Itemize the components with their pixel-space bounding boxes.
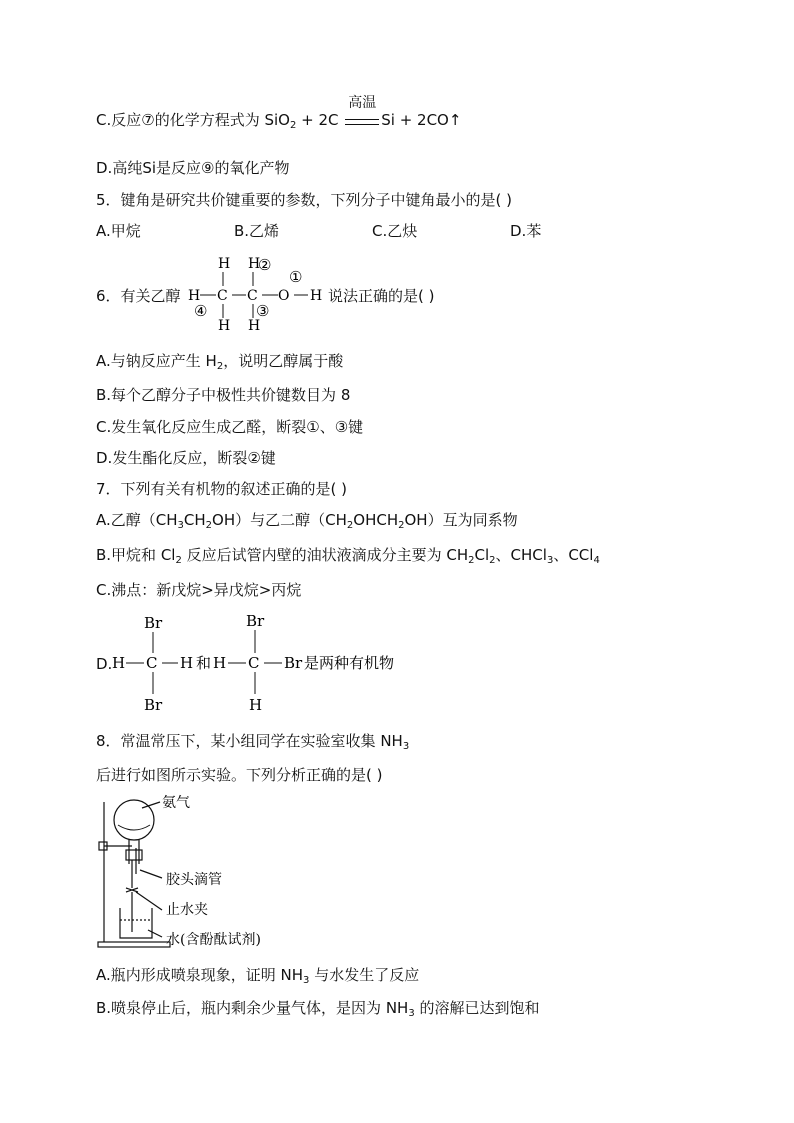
bond-label-1: ①: [289, 268, 303, 286]
bond-label-3: ③: [256, 302, 270, 320]
q8-stem-line1: 8．常温常压下，某小组同学在实验室收集 $NH_3$: [96, 732, 410, 752]
dibromomethane-structures: [112, 610, 412, 718]
bond-label-4: ④: [194, 302, 208, 320]
ethanol-atom-c2: C: [247, 288, 258, 304]
q4-option-c: C.反应⑦的化学方程式为 SiO$_2$ + 2C 高温 Si + 2CO↑: [96, 94, 462, 131]
mol2-h-bottom: H: [249, 696, 263, 714]
ethanol-atom-c1: C: [217, 288, 228, 304]
q5-option-c: C.乙炔: [372, 222, 418, 240]
mol1-c: C: [146, 654, 158, 672]
q8-option-b: B.喷泉停止后，瓶内剩余少量气体，是因为 $NH_3$ 的溶解已达到饱和: [96, 999, 540, 1019]
ethanol-atom-h: H: [218, 256, 231, 272]
q8-stem-line2: 后进行如图所示实验。下列分析正确的是( ): [96, 766, 383, 784]
q6-option-c: C.发生氧化反应生成乙醛，断裂①、③键: [96, 418, 364, 436]
mol2-h-left: H: [213, 654, 227, 672]
mol2-br-top: Br: [246, 612, 265, 630]
mol2-c: C: [248, 654, 260, 672]
label-ammonia: 氨气: [162, 795, 190, 811]
q6-stem-suffix: 说法正确的是( ): [328, 287, 435, 305]
ethanol-atom-h: H: [248, 318, 261, 334]
mol1-h-right: H: [180, 654, 194, 672]
ammonia-fountain-apparatus: [96, 792, 296, 957]
ethanol-structure: [186, 254, 328, 334]
conjunction: 和: [196, 654, 212, 672]
mol1-br-top: Br: [144, 614, 163, 632]
mol1-h-left: H: [112, 654, 126, 672]
q6-stem-prefix: 6．有关乙醇: [96, 287, 181, 305]
ethanol-atom-h: H: [248, 256, 261, 272]
q7-stem: 7．下列有关有机物的叙述正确的是( ): [96, 480, 348, 498]
q4-option-d: D.高纯Si是反应⑨的氧化产物: [96, 159, 290, 177]
q5-stem: 5．键角是研究共价键重要的参数，下列分子中键角最小的是( ): [96, 191, 513, 209]
reaction-condition-arrow: 高温: [343, 111, 381, 131]
q7-option-c: C.沸点：新戊烷>异戊烷>丙烷: [96, 581, 302, 599]
ethanol-atom-h-hydroxyl: H: [310, 288, 323, 304]
ethanol-atom-o: O: [278, 288, 290, 304]
q5-option-b: B.乙烯: [234, 222, 280, 240]
ethanol-atom-h: H: [188, 288, 201, 304]
q5-option-d: D.苯: [510, 222, 542, 240]
option-d-suffix: 是两种有机物: [304, 654, 395, 672]
q7-option-b: B.甲烷和 $Cl_2$ 反应后试管内壁的油状液滴成分主要为 $CH_2Cl_2$、CHCl$_3$、CCl$_4$: [96, 546, 600, 566]
q7-option-a: A.乙醇$(CH_3CH_2OH)$与乙二醇$(CH_2OHCH_2OH)$互为同系物: [96, 511, 518, 531]
label-water-clamp: 止水夹: [166, 902, 208, 918]
q8-option-a: A.瓶内形成喷泉现象，证明 $NH_3$ 与水发生了反应: [96, 966, 420, 986]
bond-label-2: ②: [258, 256, 272, 274]
q6-option-d: D.发生酯化反应，断裂②键: [96, 449, 276, 467]
label-dropper: 胶头滴管: [166, 872, 222, 888]
mol2-br-right: Br: [284, 654, 303, 672]
q5-option-a: A.甲烷: [96, 222, 141, 240]
q6-option-a: A.与钠反应产生 $H_2$，说明乙醇属于酸: [96, 352, 344, 372]
label-water-phenolphthalein: 水(含酚酞试剂): [166, 932, 261, 948]
mol1-br-bottom: Br: [144, 696, 163, 714]
q7-option-d-prefix: D.: [96, 655, 113, 673]
q6-option-b: B.每个乙醇分子中极性共价键数目为 8: [96, 386, 351, 404]
ethanol-atom-h: H: [218, 318, 231, 334]
